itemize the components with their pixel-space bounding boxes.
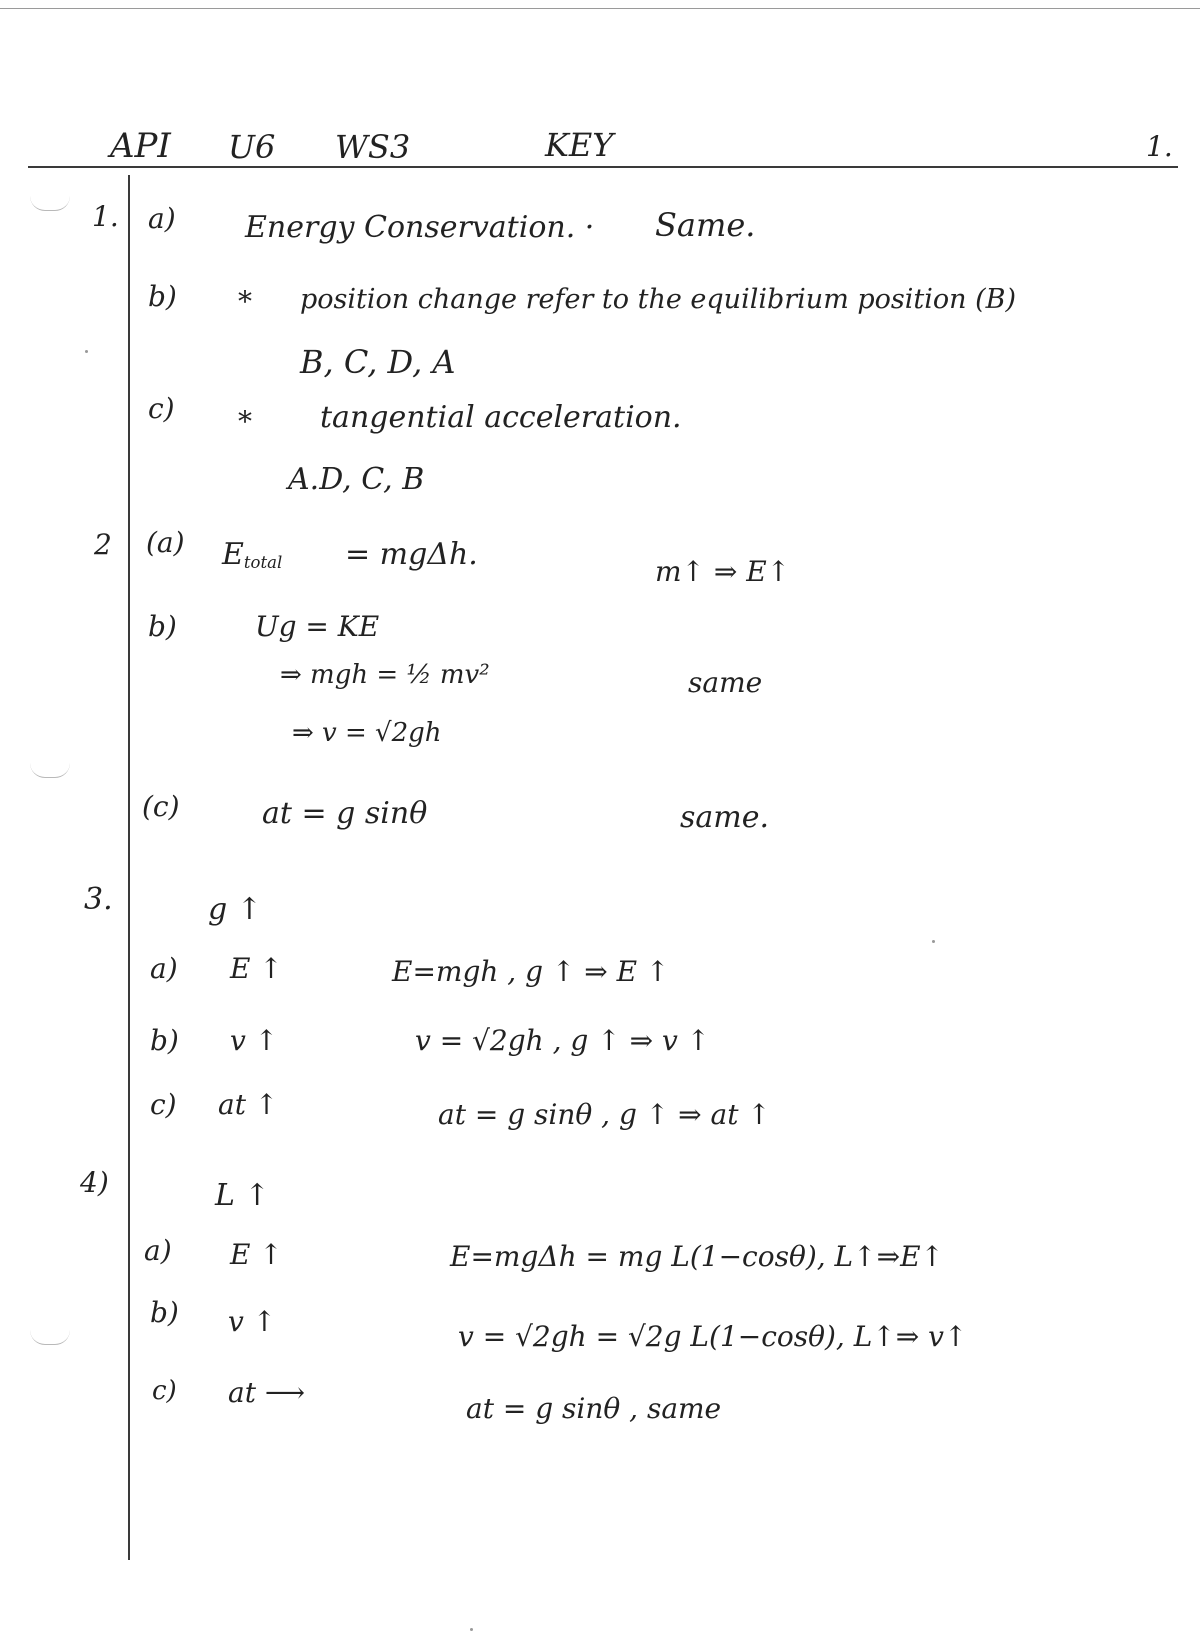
q2-c-label: (c) (142, 790, 180, 823)
margin-rule (128, 175, 130, 1560)
header-unit: U6 (228, 128, 276, 166)
q2-a-energy (222, 537, 282, 572)
q4-number: 4) (80, 1166, 109, 1199)
q1-c-star: * (238, 405, 252, 438)
q3-a-reason: E=mgh , g ↑ ⇒ E ↑ (392, 955, 670, 988)
header-page-number: 1. (1146, 130, 1173, 163)
q3-a-short: E ↑ (230, 952, 283, 985)
header-rule (28, 166, 1178, 168)
q3-a-label: a) (150, 952, 178, 985)
q3-number: 3. (84, 882, 113, 917)
q1-a-text: Energy Conservation. · (245, 210, 595, 245)
scan-speck (932, 940, 935, 943)
q2-b-line1: Ug = KE (255, 610, 380, 643)
q1-b-text: position change refer to the equilibrium position (B) (300, 284, 1017, 315)
scan-speck (470, 1628, 473, 1631)
q4-b-label: b) (150, 1296, 179, 1329)
q4-c-short: at ⟶ (228, 1376, 305, 1409)
q4-given: L ↑ (215, 1178, 270, 1213)
q3-b-label: b) (150, 1024, 179, 1057)
q2-b-label: b) (148, 610, 177, 643)
header-worksheet: WS3 (335, 128, 411, 166)
scan-speck (85, 350, 88, 353)
q2-c-equation: at = g sinθ (262, 796, 428, 831)
q3-c-reason: at = g sinθ , g ↑ ⇒ at ↑ (438, 1098, 771, 1131)
q3-b-reason: v = √2gh , g ↑ ⇒ v ↑ (415, 1024, 711, 1057)
q1-a-answer: Same. (655, 206, 756, 244)
q2-b-line2: ⇒ mgh = ½ mv² (280, 660, 490, 690)
punch-hole-2 (30, 763, 70, 778)
q1-number: 1. (92, 200, 119, 233)
q4-a-short: E ↑ (230, 1238, 283, 1271)
q2-b-answer: same (688, 666, 763, 699)
q2-number: 2 (94, 528, 112, 561)
q4-c-reason: at = g sinθ , same (466, 1392, 722, 1425)
q2-b-line3: ⇒ v = √2gh (292, 718, 442, 748)
q3-c-label: c) (150, 1088, 177, 1121)
q2-a-equation: = mgΔh. (345, 537, 478, 572)
q4-c-label: c) (152, 1376, 177, 1406)
header-course: API (110, 126, 171, 166)
q1-b-star: * (238, 285, 252, 318)
q4-b-short: v ↑ (228, 1305, 277, 1338)
q1-b-order: B, C, D, A (300, 343, 456, 381)
q3-given: g ↑ (208, 892, 262, 927)
q1-c-label: c) (148, 392, 175, 425)
q1-b-label: b) (148, 280, 177, 313)
header-key: KEY (545, 126, 614, 164)
q4-a-reason: E=mgΔh = mg L(1−cosθ), L↑⇒E↑ (450, 1240, 944, 1273)
q1-c-text: tangential acceleration. (320, 400, 682, 435)
q1-c-order: A.D, C, B (288, 462, 425, 497)
q2-a-label: (a) (146, 526, 185, 559)
q2-a-result: m↑ ⇒ E↑ (655, 555, 791, 588)
q3-b-short: v ↑ (230, 1024, 279, 1057)
q4-a-label: a) (144, 1234, 172, 1267)
q2-a-energy-subscript: total (243, 553, 283, 573)
q3-c-short: at ↑ (218, 1088, 279, 1121)
q1-a-label: a) (148, 202, 176, 235)
punch-hole-3 (30, 1330, 70, 1345)
punch-hole-1 (30, 196, 70, 211)
q4-b-reason: v = √2gh = √2g L(1−cosθ), L↑⇒ v↑ (458, 1320, 968, 1353)
scan-top-edge (0, 8, 1200, 9)
q2-c-answer: same. (680, 800, 770, 835)
q2-a-energy-symbol: E (222, 537, 244, 572)
